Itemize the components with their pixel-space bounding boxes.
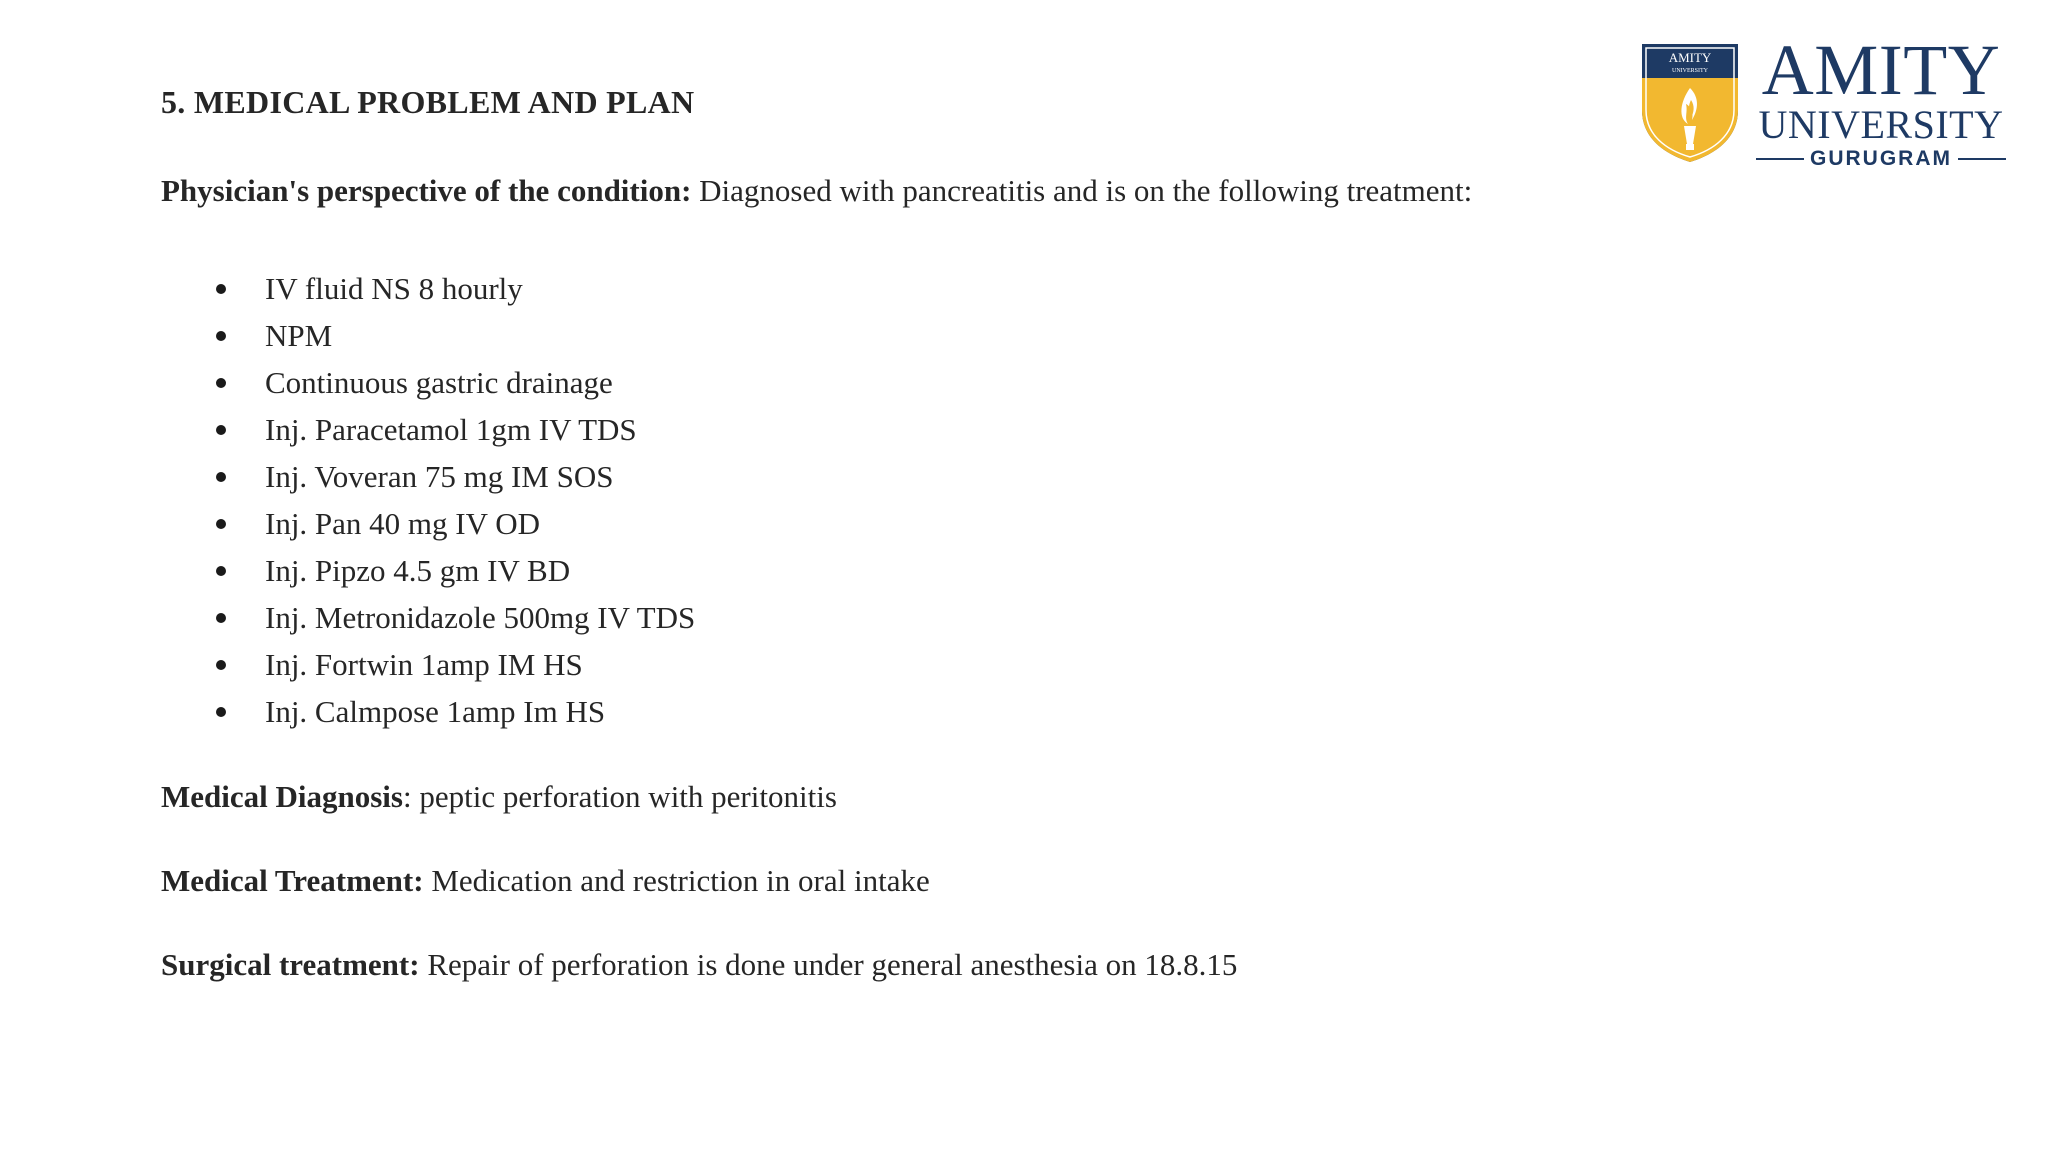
section-heading: 5. MEDICAL PROBLEM AND PLAN [161, 84, 695, 120]
list-item-text: Inj. Voveran 75 mg IM SOS [265, 459, 614, 495]
university-logo [1636, 30, 2006, 170]
physician-perspective-label: Physician's perspective of the condition: [161, 173, 692, 209]
bullet-icon [216, 707, 226, 717]
document-content [161, 80, 1501, 988]
physician-perspective [161, 169, 1501, 213]
logo-name: AMITY [1761, 30, 2001, 110]
medical-treatment-label: Medical Treatment: [161, 863, 424, 899]
medical-diagnosis [161, 775, 1501, 819]
divider [1756, 158, 1804, 160]
list-item-text: Continuous gastric drainage [265, 365, 613, 401]
bullet-icon [216, 566, 226, 576]
list-item [161, 688, 1501, 735]
list-item-text: Inj. Pan 40 mg IV OD [265, 506, 540, 542]
list-item [161, 500, 1501, 547]
list-item-text: IV fluid NS 8 hourly [265, 271, 523, 307]
physician-perspective-text: Diagnosed with pancreatitis and is on the following treatment: [699, 173, 1473, 209]
treatment-list [161, 265, 1501, 735]
bullet-icon [216, 378, 226, 388]
svg-text:AMITY: AMITY [1668, 50, 1712, 65]
logo-subname: UNIVERSITY [1758, 102, 2004, 147]
list-item-text: Inj. Fortwin 1amp IM HS [265, 647, 583, 683]
medical-diagnosis-label: Medical Diagnosis [161, 779, 403, 815]
logo-wordmark [1756, 30, 2006, 172]
divider [1958, 158, 2006, 160]
list-item-text: NPM [265, 318, 333, 354]
logo-campus: GURUGRAM [1810, 147, 1952, 170]
shield-crest-icon [1638, 40, 1742, 164]
bullet-icon [216, 519, 226, 529]
bullet-icon [216, 613, 226, 623]
medical-treatment-text: Medication and restriction in oral intake [431, 863, 930, 899]
list-item-text: Inj. Calmpose 1amp Im HS [265, 694, 606, 730]
logo-campus-row [1756, 146, 2006, 172]
list-item-text: Inj. Metronidazole 500mg IV TDS [265, 600, 696, 636]
list-item [161, 312, 1501, 359]
list-item [161, 453, 1501, 500]
bullet-icon [216, 425, 226, 435]
bullet-icon [216, 331, 226, 341]
list-item [161, 265, 1501, 312]
surgical-treatment-text: Repair of perforation is done under general anesthesia on 18.8.15 [427, 947, 1238, 983]
surgical-treatment [161, 943, 1501, 987]
bullet-icon [216, 472, 226, 482]
list-item-text: Inj. Paracetamol 1gm IV TDS [265, 412, 637, 448]
medical-diagnosis-text: : peptic perforation with peritonitis [402, 779, 837, 815]
list-item [161, 406, 1501, 453]
bullet-icon [216, 660, 226, 670]
list-item [161, 359, 1501, 406]
surgical-treatment-label: Surgical treatment: [161, 947, 420, 983]
svg-text:UNIVERSITY: UNIVERSITY [1672, 68, 1708, 74]
bullet-icon [216, 284, 226, 294]
list-item [161, 547, 1501, 594]
list-item-text: Inj. Pipzo 4.5 gm IV BD [265, 553, 571, 589]
list-item [161, 641, 1501, 688]
medical-treatment [161, 859, 1501, 903]
list-item [161, 594, 1501, 641]
